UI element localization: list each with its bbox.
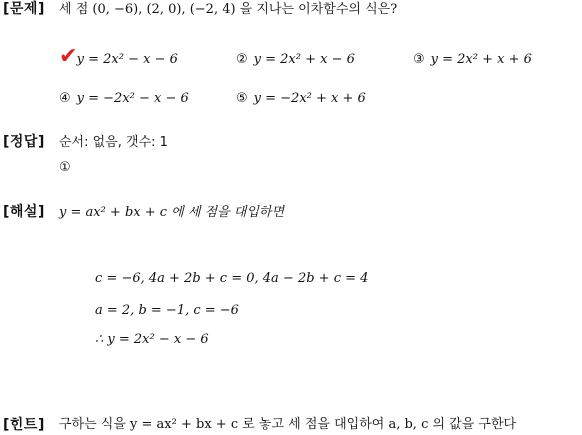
- checkmark-icon: ✔: [59, 44, 78, 69]
- choice-2-expr: y = 2x² + x − 6: [253, 52, 355, 67]
- choice-3-expr: y = 2x² + x + 6: [430, 52, 532, 67]
- choice-3[interactable]: [413, 51, 532, 69]
- hint-tag: [힌트]: [3, 417, 45, 433]
- solution-line-3: ∴ y = 2x² − x − 6: [95, 332, 209, 347]
- solution-intro: y = ax² + bx + c 에 세 점을 대입하면: [59, 205, 285, 220]
- answer-meta: 순서: 없음, 갯수: 1: [59, 135, 168, 150]
- problem-tag: [문제]: [3, 1, 45, 17]
- choice-5-expr: y = −2x² + x + 6: [253, 91, 366, 106]
- solution-line-1: c = −6, 4a + 2b + c = 0, 4a − 2b + c = 4: [95, 271, 369, 286]
- choice-3-number: ③: [413, 52, 425, 67]
- choice-2[interactable]: [236, 51, 355, 69]
- choice-5-number: ⑤: [236, 91, 248, 106]
- choice-1[interactable]: [59, 51, 178, 69]
- choice-1-expr: y = 2x² − x − 6: [76, 52, 178, 67]
- solution-tag: [해설]: [3, 204, 45, 220]
- problem-question: 세 점 (0, −6), (2, 0), (−2, 4) 을 지나는 이차함수의 식은?: [59, 2, 398, 17]
- choice-4-number: ④: [59, 91, 71, 106]
- choice-4-expr: y = −2x² − x − 6: [76, 91, 189, 106]
- choice-2-number: ②: [236, 52, 248, 67]
- choice-5[interactable]: [236, 90, 366, 108]
- choice-4[interactable]: [59, 90, 189, 108]
- hint-text: 구하는 식을 y = ax² + bx + c 로 놓고 세 점을 대입하여 a, b, c 의 값을 구한다: [59, 417, 517, 432]
- solution-line-2: a = 2, b = −1, c = −6: [95, 303, 239, 318]
- answer-tag: [정답]: [3, 134, 45, 150]
- answer-value: ①: [59, 160, 71, 175]
